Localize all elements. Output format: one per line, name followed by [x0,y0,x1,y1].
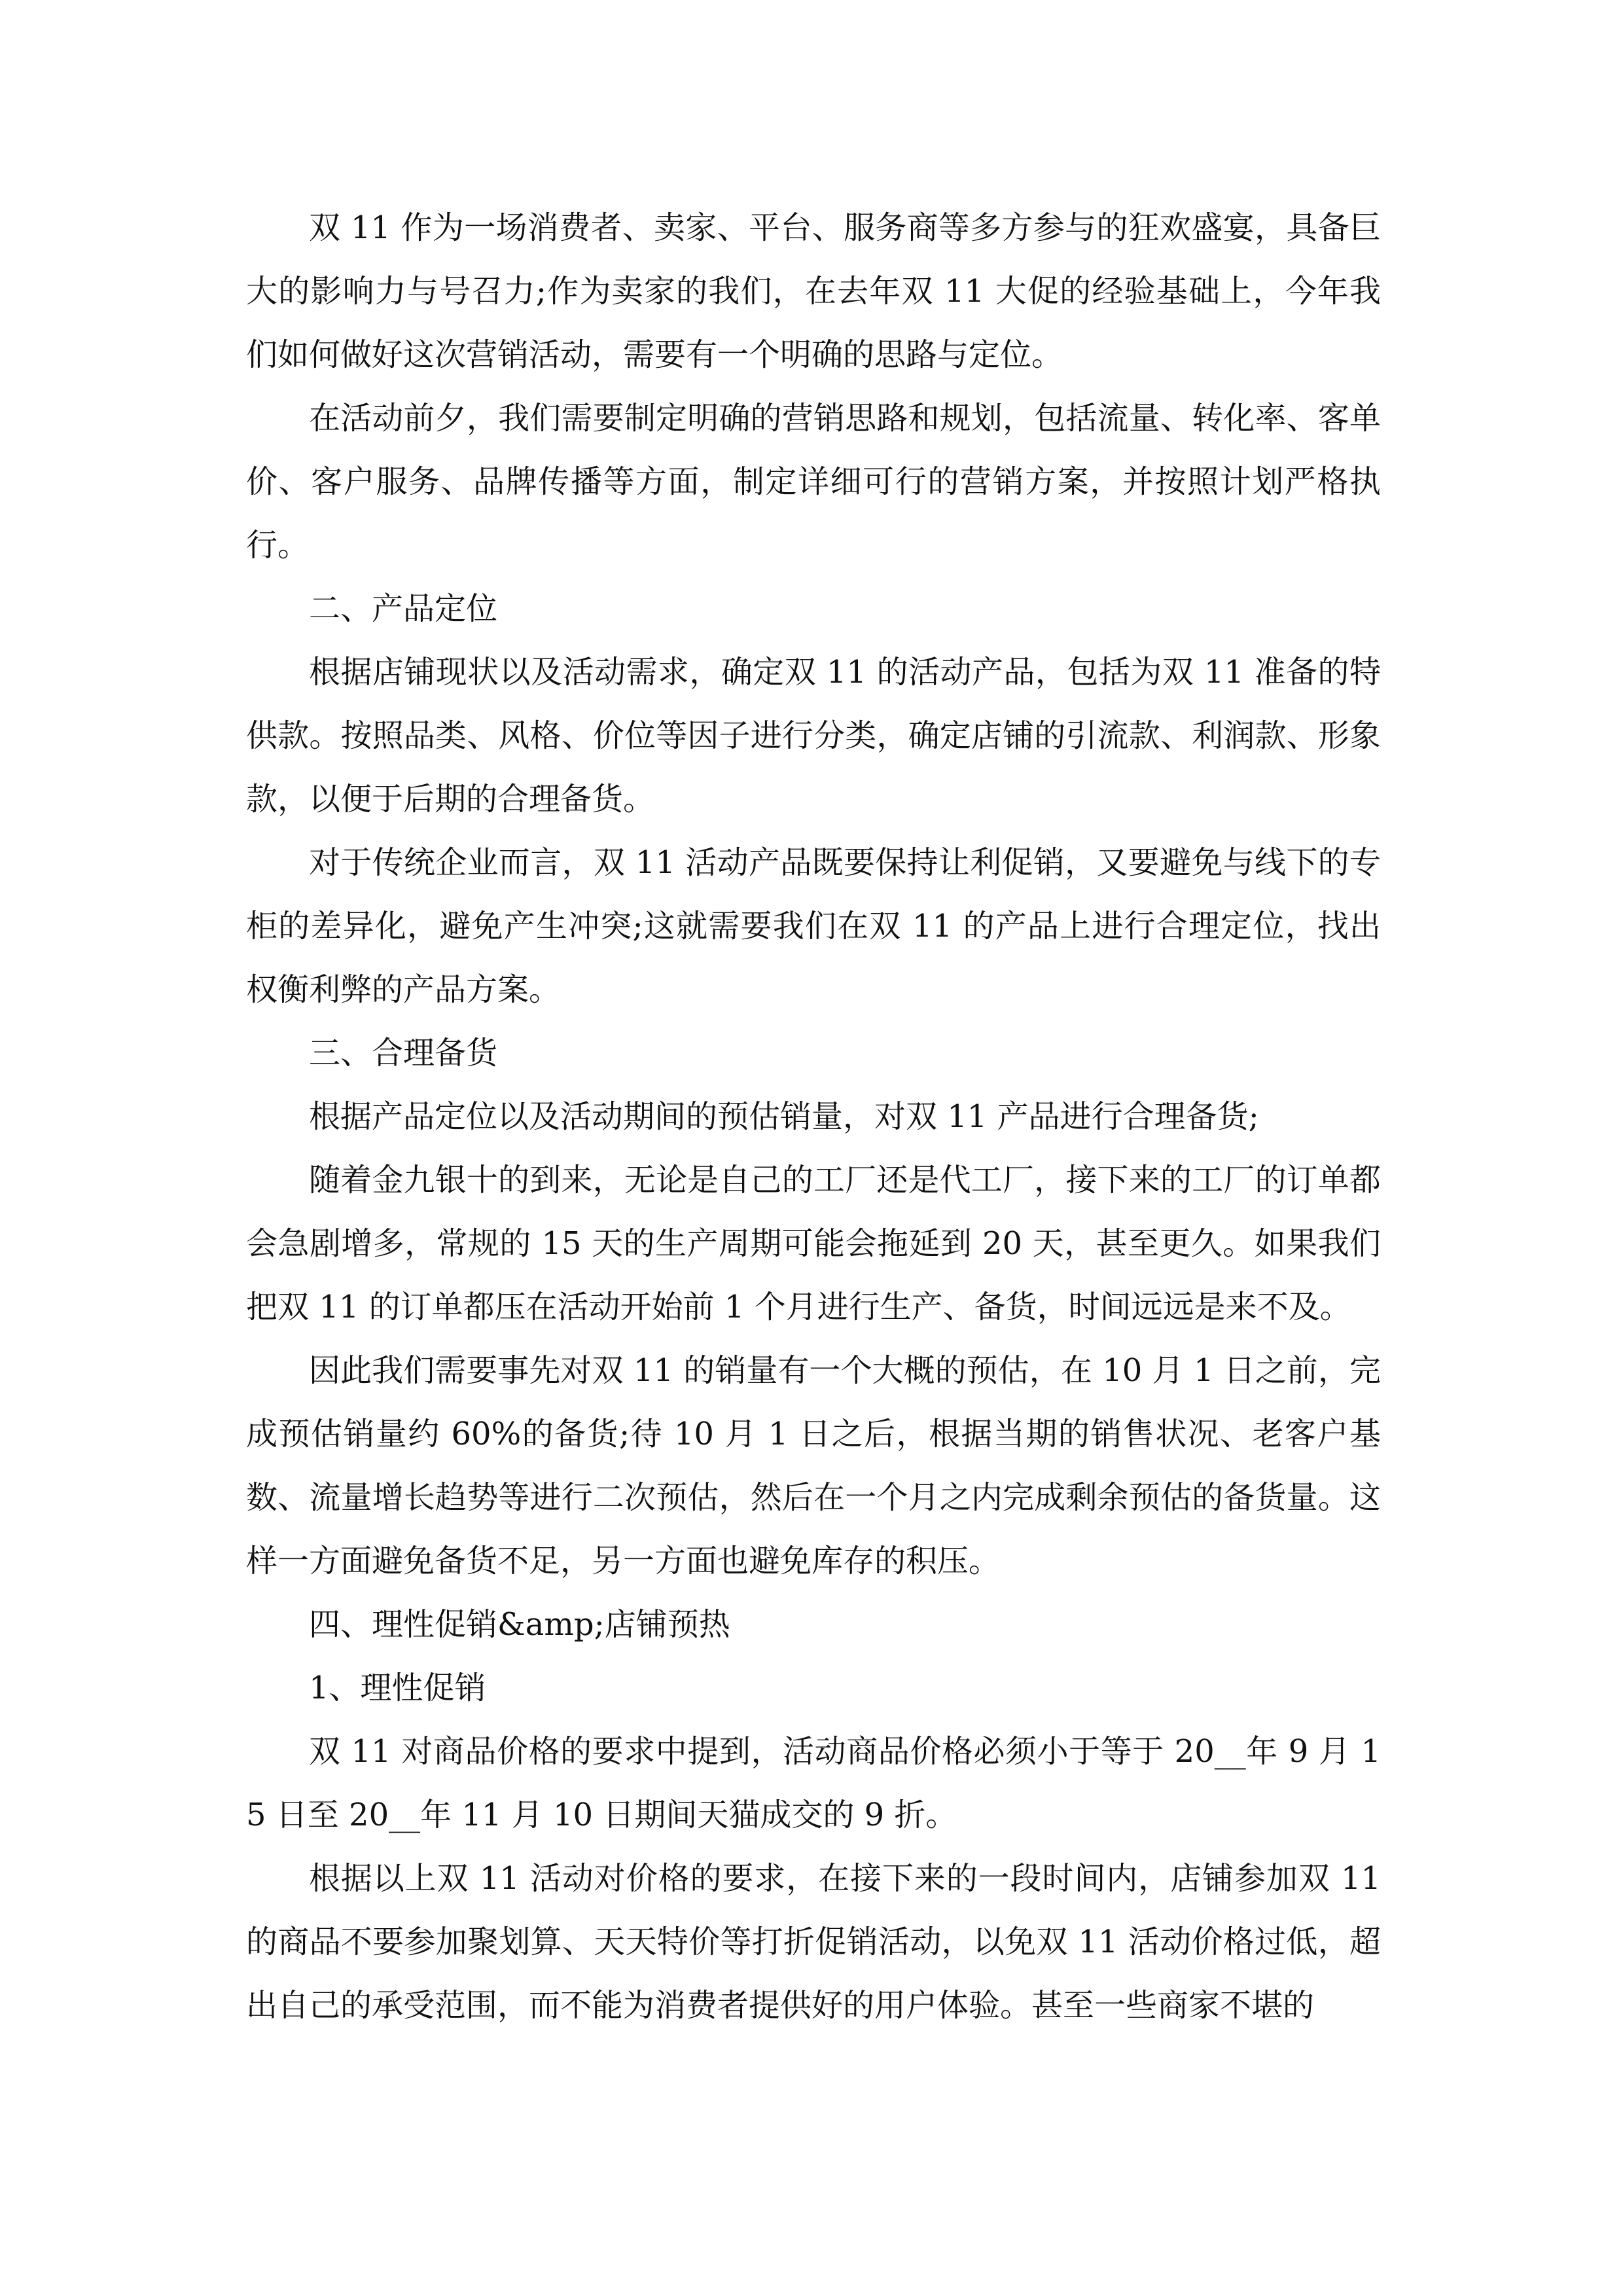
paragraph-production-cycle: 随着金九银十的到来，无论是自己的工厂还是代工厂，接下来的工厂的订单都会急剧增多，常规的 15 天的生产周期可能会拖延到 20 天，甚至更久。如果我们把双 11 的订单都压在活动开始前 1 个月进行生产、备货，时间远远是来不及。 [246,1162,1381,1325]
paragraph-planning: 在活动前夕，我们需要制定明确的营销思路和规划，包括流量、转化率、客单价、客户服务、品牌传播等方面，制定详细可行的营销方案，并按照计划严格执行。 [246,400,1381,564]
subheading-rational-promotion: 1、理性促销 [309,1670,486,1706]
heading-rational-promotion: 四、理性促销&amp;店铺预热 [309,1606,730,1643]
paragraph-promotion-advice: 根据以上双 11 活动对价格的要求，在接下来的一段时间内，店铺参加双 11 的商品不要参加聚划算、天天特价等打折促销活动，以免双 11 活动价格过低，超出自己的承受范围，而不能为消费者提供好的用户体验。甚至一些商家不堪的 [246,1860,1381,2024]
paragraph-price-requirement: 双 11 对商品价格的要求中提到，活动商品价格必须小于等于 20__年 9 月 15 日至 20__年 11 月 10 日期间天猫成交的 9 折。 [246,1733,1381,1833]
heading-stock-preparation: 三、合理备货 [309,1035,498,1071]
paragraph-product-selection: 根据店铺现状以及活动需求，确定双 11 的活动产品，包括为双 11 准备的特供款。按照品类、风格、价位等因子进行分类，确定店铺的引流款、利润款、形象款，以便于后期的合理备货。 [246,654,1381,817]
paragraph-stock-basis: 根据产品定位以及活动期间的预估销量，对双 11 产品进行合理备货; [309,1098,1259,1135]
paragraph-intro: 双 11 作为一场消费者、卖家、平台、服务商等多方参与的狂欢盛宴，具备巨大的影响力与号召力;作为卖家的我们，在去年双 11 大促的经验基础上，今年我们如何做好这次营销活动，需要有一个明确的思路与定位。 [246,209,1381,373]
paragraph-traditional-enterprise: 对于传统企业而言，双 11 活动产品既要保持让利促销，又要避免与线下的专柜的差异化，避免产生冲突;这就需要我们在双 11 的产品上进行合理定位，找出权衡利弊的产品方案。 [246,844,1381,1008]
paragraph-sales-forecast: 因此我们需要事先对双 11 的销量有一个大概的预估，在 10 月 1 日之前，完成预估销量约 60%的备货;待 10 月 1 日之后，根据当期的销售状况、老客户基数、流量增长趋势等进行二次预估，然后在一个月之内完成剩余预估的备货量。这样一方面避免备货不足，另一方面也避免库存的积压。 [246,1352,1381,1579]
document-body [246,196,1381,2037]
heading-product-positioning: 二、产品定位 [309,590,498,627]
